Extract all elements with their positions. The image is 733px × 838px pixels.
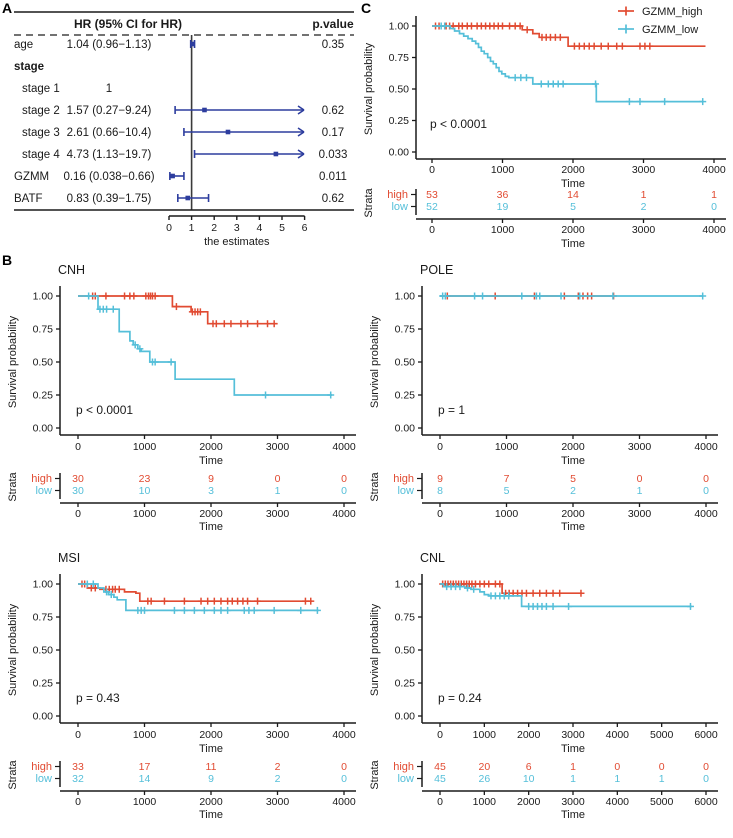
risk-count: 11 [205,761,217,773]
km-axes [369,286,718,467]
x-tick-label: 1000 [490,164,515,176]
x-tick-label: 1000 [132,441,157,453]
x-tick-label: 0 [75,508,81,520]
km-title: MSI [58,551,81,565]
y-tick-label: 0.00 [32,710,53,723]
row-label: age [14,39,34,51]
strata-axis-title: Strata [369,472,381,502]
censor-marks-high [439,581,584,597]
forest-row-stage-2 [22,105,344,117]
forest-plot-panel [6,0,360,257]
x-tick-label: 3 [233,222,240,234]
risk-count: 1 [274,485,281,497]
row-label: GZMM [14,171,50,183]
risk-table [7,759,356,821]
forest-row-GZMM [14,171,347,183]
risk-count: 0 [703,473,709,485]
censor-marks-low [85,293,334,399]
km-axes [369,574,718,755]
x-tick-label: 1000 [132,729,157,741]
x-tick-label: 2000 [516,729,541,741]
x-tick-label: 3000 [265,508,290,520]
strata-row-label-high: high [387,189,408,201]
risk-count: 0 [703,485,709,497]
x-tick-label: 0 [75,796,81,808]
risk-count: 23 [138,473,151,485]
y-tick-label: 1.00 [394,578,415,591]
risk-count: 3 [208,485,214,497]
row-estimate: 0.83 (0.39−1.75) [66,193,152,205]
km-chart-cnh [4,258,364,548]
km-axes [7,286,356,467]
y-axis-title: Survival probability [369,603,381,697]
risk-count: 9 [208,773,214,785]
km-panel-cnl [366,546,726,838]
x-tick-label: 6 [301,222,308,234]
risk-count: 7 [503,473,510,485]
risk-count: 17 [138,761,151,773]
y-tick-label: 0.00 [394,422,415,435]
row-pvalue: 0.35 [321,39,345,51]
risk-count: 1 [640,189,647,201]
strata-row-label-low: low [397,773,414,785]
y-axis-title: Survival probability [369,315,381,409]
x-tick-label: 1000 [472,796,497,808]
row-label: stage 4 [22,149,60,161]
x-tick-label: 2000 [561,164,585,176]
x-tick-label: 4000 [332,796,356,808]
risk-count: 5 [570,473,576,485]
y-tick-label: 0.25 [32,389,53,402]
y-tick-label: 0.75 [394,611,415,624]
strata-row-label-high: high [31,473,52,485]
row-label: BATF [14,193,43,205]
forest-row-stage-3 [22,127,344,139]
x-tick-label: 2000 [516,796,541,808]
risk-count: 19 [496,201,509,213]
estimate-point [170,174,175,179]
x-tick-label: 0 [437,796,443,808]
risk-count: 1 [570,773,576,785]
x-tick-label: 2000 [561,508,585,520]
x-tick-label: 4000 [332,729,356,741]
x-tick-label: 1000 [132,796,157,808]
risk-count: 53 [426,189,438,201]
x-tick-label: 4000 [605,796,630,808]
x-tick-label: 4000 [332,508,356,520]
x-tick-label: 0 [437,508,443,520]
forest-header-hr: HR (95% CI for HR) [73,17,183,31]
p-value-label: p = 0.43 [76,691,120,705]
estimate-point [226,130,231,135]
x-tick-label: 5000 [649,796,674,808]
row-label: stage 2 [22,105,60,117]
x-tick-label: 3000 [631,164,656,176]
risk-count: 0 [341,473,347,485]
y-axis-title: Survival probability [7,603,19,697]
x-axis-title: Time [560,178,586,190]
y-tick-label: 1.00 [32,290,53,303]
risk-count: 0 [614,761,621,773]
risk-count: 1 [570,761,576,773]
x-tick-label: 2000 [199,441,223,453]
risk-count: 52 [426,201,438,213]
risk-count: 0 [341,773,347,785]
strata-row-label-high: high [31,761,52,773]
y-tick-label: 0.25 [394,389,415,402]
km-chart-cnl [366,546,726,836]
x-tick-label: 4000 [702,224,726,236]
risk-table [369,759,718,821]
p-value-label: p = 1 [438,403,466,417]
x-tick-label: 0 [437,729,443,741]
x-tick-label: 1000 [494,508,519,520]
y-tick-label: 0.00 [388,146,409,159]
strata-row-label-high: high [393,473,414,485]
x-tick-label: 5 [279,222,285,234]
x-tick-label: 0 [437,441,443,453]
x-tick-label: 1 [188,222,195,234]
forest-row-age [14,39,344,51]
forest-header-pvalue: p.value [312,17,354,31]
risk-count: 0 [711,201,717,213]
risk-count: 0 [703,761,709,773]
x-tick-label: 1000 [490,224,515,236]
x-tick-label: 1000 [472,729,497,741]
y-tick-label: 1.00 [388,20,409,33]
legend [618,6,703,36]
risk-count: 1 [658,773,665,785]
risk-count: 5 [503,485,510,497]
x-tick-label: 1000 [132,508,157,520]
y-axis-title: Survival probability [7,315,19,409]
risk-count: 14 [138,773,151,785]
y-tick-label: 0.50 [394,644,415,657]
x-axis-title: Time [560,743,586,755]
km-chart-pole [366,258,726,548]
strata-axis-title: Strata [7,760,19,790]
strata-axis-title: Strata [7,472,19,502]
x-axis-title: Time [198,743,224,755]
row-estimate: 2.61 (0.66−10.4) [66,127,152,139]
x-tick-label: 0 [75,441,81,453]
row-pvalue: 0.17 [321,127,345,139]
risk-count: 0 [341,485,347,497]
risk-table [369,471,718,533]
x-tick-label: 3000 [561,796,585,808]
x-axis-title: Time [198,521,224,533]
x-tick-label: 2 [211,222,218,234]
row-estimate: 1.04 (0.96−1.13) [66,39,152,51]
x-tick-label: 0 [429,164,435,176]
y-axis-title: Survival probability [363,42,375,136]
forest-row-stage [14,61,44,73]
y-tick-label: 0.25 [394,677,415,690]
km-axes [363,16,726,190]
y-tick-label: 0.00 [394,710,415,723]
y-tick-label: 0.50 [388,83,409,96]
x-tick-label: 0 [429,224,435,236]
x-tick-label: 6000 [694,729,718,741]
risk-count: 45 [434,761,446,773]
p-value-label: p < 0.0001 [430,117,488,131]
risk-count: 45 [434,773,446,785]
km-panel-cnh [4,258,364,553]
y-tick-label: 1.00 [32,578,53,591]
strata-row-label-high: high [393,761,414,773]
strata-row-label-low: low [397,485,414,497]
risk-count: 10 [522,773,535,785]
strata-axis-title: Strata [363,188,375,218]
risk-count: 1 [636,485,643,497]
estimate-point [274,152,279,157]
row-estimate: 1.57 (0.27−9.24) [66,105,152,117]
forest-x-axis [166,216,308,248]
km-title: CNH [58,263,86,277]
x-axis-title: Time [560,521,586,533]
x-axis-title: Time [198,455,224,467]
x-tick-label: 3000 [627,441,652,453]
y-tick-label: 0.75 [32,611,53,624]
x-axis-title: Time [560,809,586,821]
forest-row-stage-1 [22,83,112,95]
row-label: stage 3 [22,127,60,139]
risk-count: 9 [437,473,443,485]
km-panel-gzmm [360,0,733,259]
x-axis-title: Time [198,809,224,821]
estimate-point [190,42,195,47]
risk-count: 6 [525,761,532,773]
x-tick-label: 2000 [199,729,223,741]
risk-count: 2 [274,761,281,773]
risk-count: 1 [711,189,717,201]
x-axis-title: the estimates [204,236,270,248]
km-chart-gzmm [360,0,733,254]
km-panel-pole [366,258,726,553]
estimate-point [202,108,207,113]
strata-row-label-low: low [391,201,408,213]
risk-count: 10 [138,485,151,497]
risk-count: 26 [478,773,491,785]
km-title: POLE [420,263,454,277]
y-tick-label: 0.50 [32,644,53,657]
survival-curve-low [78,584,319,610]
km-chart-msi [4,546,364,836]
risk-count: 33 [72,761,84,773]
risk-count: 1 [614,773,621,785]
risk-count: 30 [72,485,84,497]
x-tick-label: 3000 [627,508,652,520]
x-tick-label: 2000 [199,796,223,808]
forest-row-BATF [14,193,344,205]
x-tick-label: 3000 [631,224,656,236]
y-tick-label: 0.50 [394,356,415,369]
strata-axis-title: Strata [369,760,381,790]
x-tick-label: 4000 [332,441,356,453]
row-label: stage 1 [22,83,60,95]
x-tick-label: 3000 [561,729,585,741]
legend-label: GZMM_high [642,6,703,18]
forest-chart [6,0,360,252]
x-tick-label: 1000 [494,441,519,453]
y-tick-label: 0.50 [32,356,53,369]
row-estimate: 4.73 (1.13−19.7) [66,149,152,161]
y-tick-label: 0.75 [388,52,409,64]
risk-count: 2 [640,201,647,213]
survival-curve-low [78,296,332,395]
x-axis-title: Time [560,238,586,250]
risk-count: 20 [478,761,491,773]
x-tick-label: 3000 [265,441,290,453]
row-pvalue: 0.62 [321,193,345,205]
risk-count: 32 [72,773,84,785]
panel-a-label: A [2,0,13,16]
x-tick-label: 4000 [605,729,630,741]
risk-count: 0 [658,761,665,773]
y-tick-label: 0.25 [32,677,53,690]
p-value-label: p < 0.0001 [76,403,134,417]
risk-table [7,471,356,533]
risk-count: 0 [636,473,643,485]
row-pvalue: 0.62 [321,105,345,117]
y-tick-label: 0.00 [32,422,53,435]
panel-c-label: C [361,0,372,16]
row-estimate: 1 [105,83,113,95]
y-tick-label: 0.75 [394,323,415,336]
risk-count: 0 [274,473,281,485]
x-tick-label: 4000 [694,441,718,453]
y-tick-label: 0.25 [388,115,409,127]
x-tick-label: 6000 [694,796,718,808]
x-tick-label: 2000 [199,508,223,520]
x-axis-title: Time [560,455,586,467]
risk-table [363,187,726,250]
x-tick-label: 5000 [649,729,674,741]
row-pvalue: 0.011 [319,171,347,183]
risk-count: 36 [496,189,509,201]
row-pvalue: 0.033 [318,149,348,161]
y-tick-label: 0.75 [32,323,53,336]
risk-count: 14 [567,189,579,201]
risk-count: 0 [341,761,347,773]
x-tick-label: 4000 [694,508,718,520]
risk-count: 30 [72,473,84,485]
risk-count: 5 [570,201,576,213]
risk-count: 8 [437,485,443,497]
risk-count: 2 [570,485,576,497]
p-value-label: p = 0.24 [438,691,482,705]
panel-b-label: B [2,252,13,268]
legend-label: GZMM_low [642,24,699,36]
row-estimate: 0.16 (0.038−0.66) [63,171,155,183]
x-tick-label: 4 [256,222,263,234]
y-tick-label: 1.00 [394,290,415,303]
x-tick-label: 0 [75,729,81,741]
risk-count: 0 [703,773,709,785]
survival-curve-low [440,584,692,606]
x-tick-label: 3000 [265,729,290,741]
km-title: CNL [420,551,446,565]
x-tick-label: 4000 [702,164,726,176]
row-label: stage [14,61,45,73]
risk-count: 9 [208,473,214,485]
forest-row-stage-4 [22,149,347,161]
km-panel-msi [4,546,364,838]
estimate-point [185,196,190,201]
x-tick-label: 2000 [561,224,585,236]
x-tick-label: 2000 [561,441,585,453]
censor-marks-low [84,581,321,614]
strata-row-label-low: low [35,485,52,497]
strata-row-label-low: low [35,773,52,785]
x-tick-label: 0 [166,222,172,234]
risk-count: 2 [274,773,281,785]
x-tick-label: 3000 [265,796,290,808]
